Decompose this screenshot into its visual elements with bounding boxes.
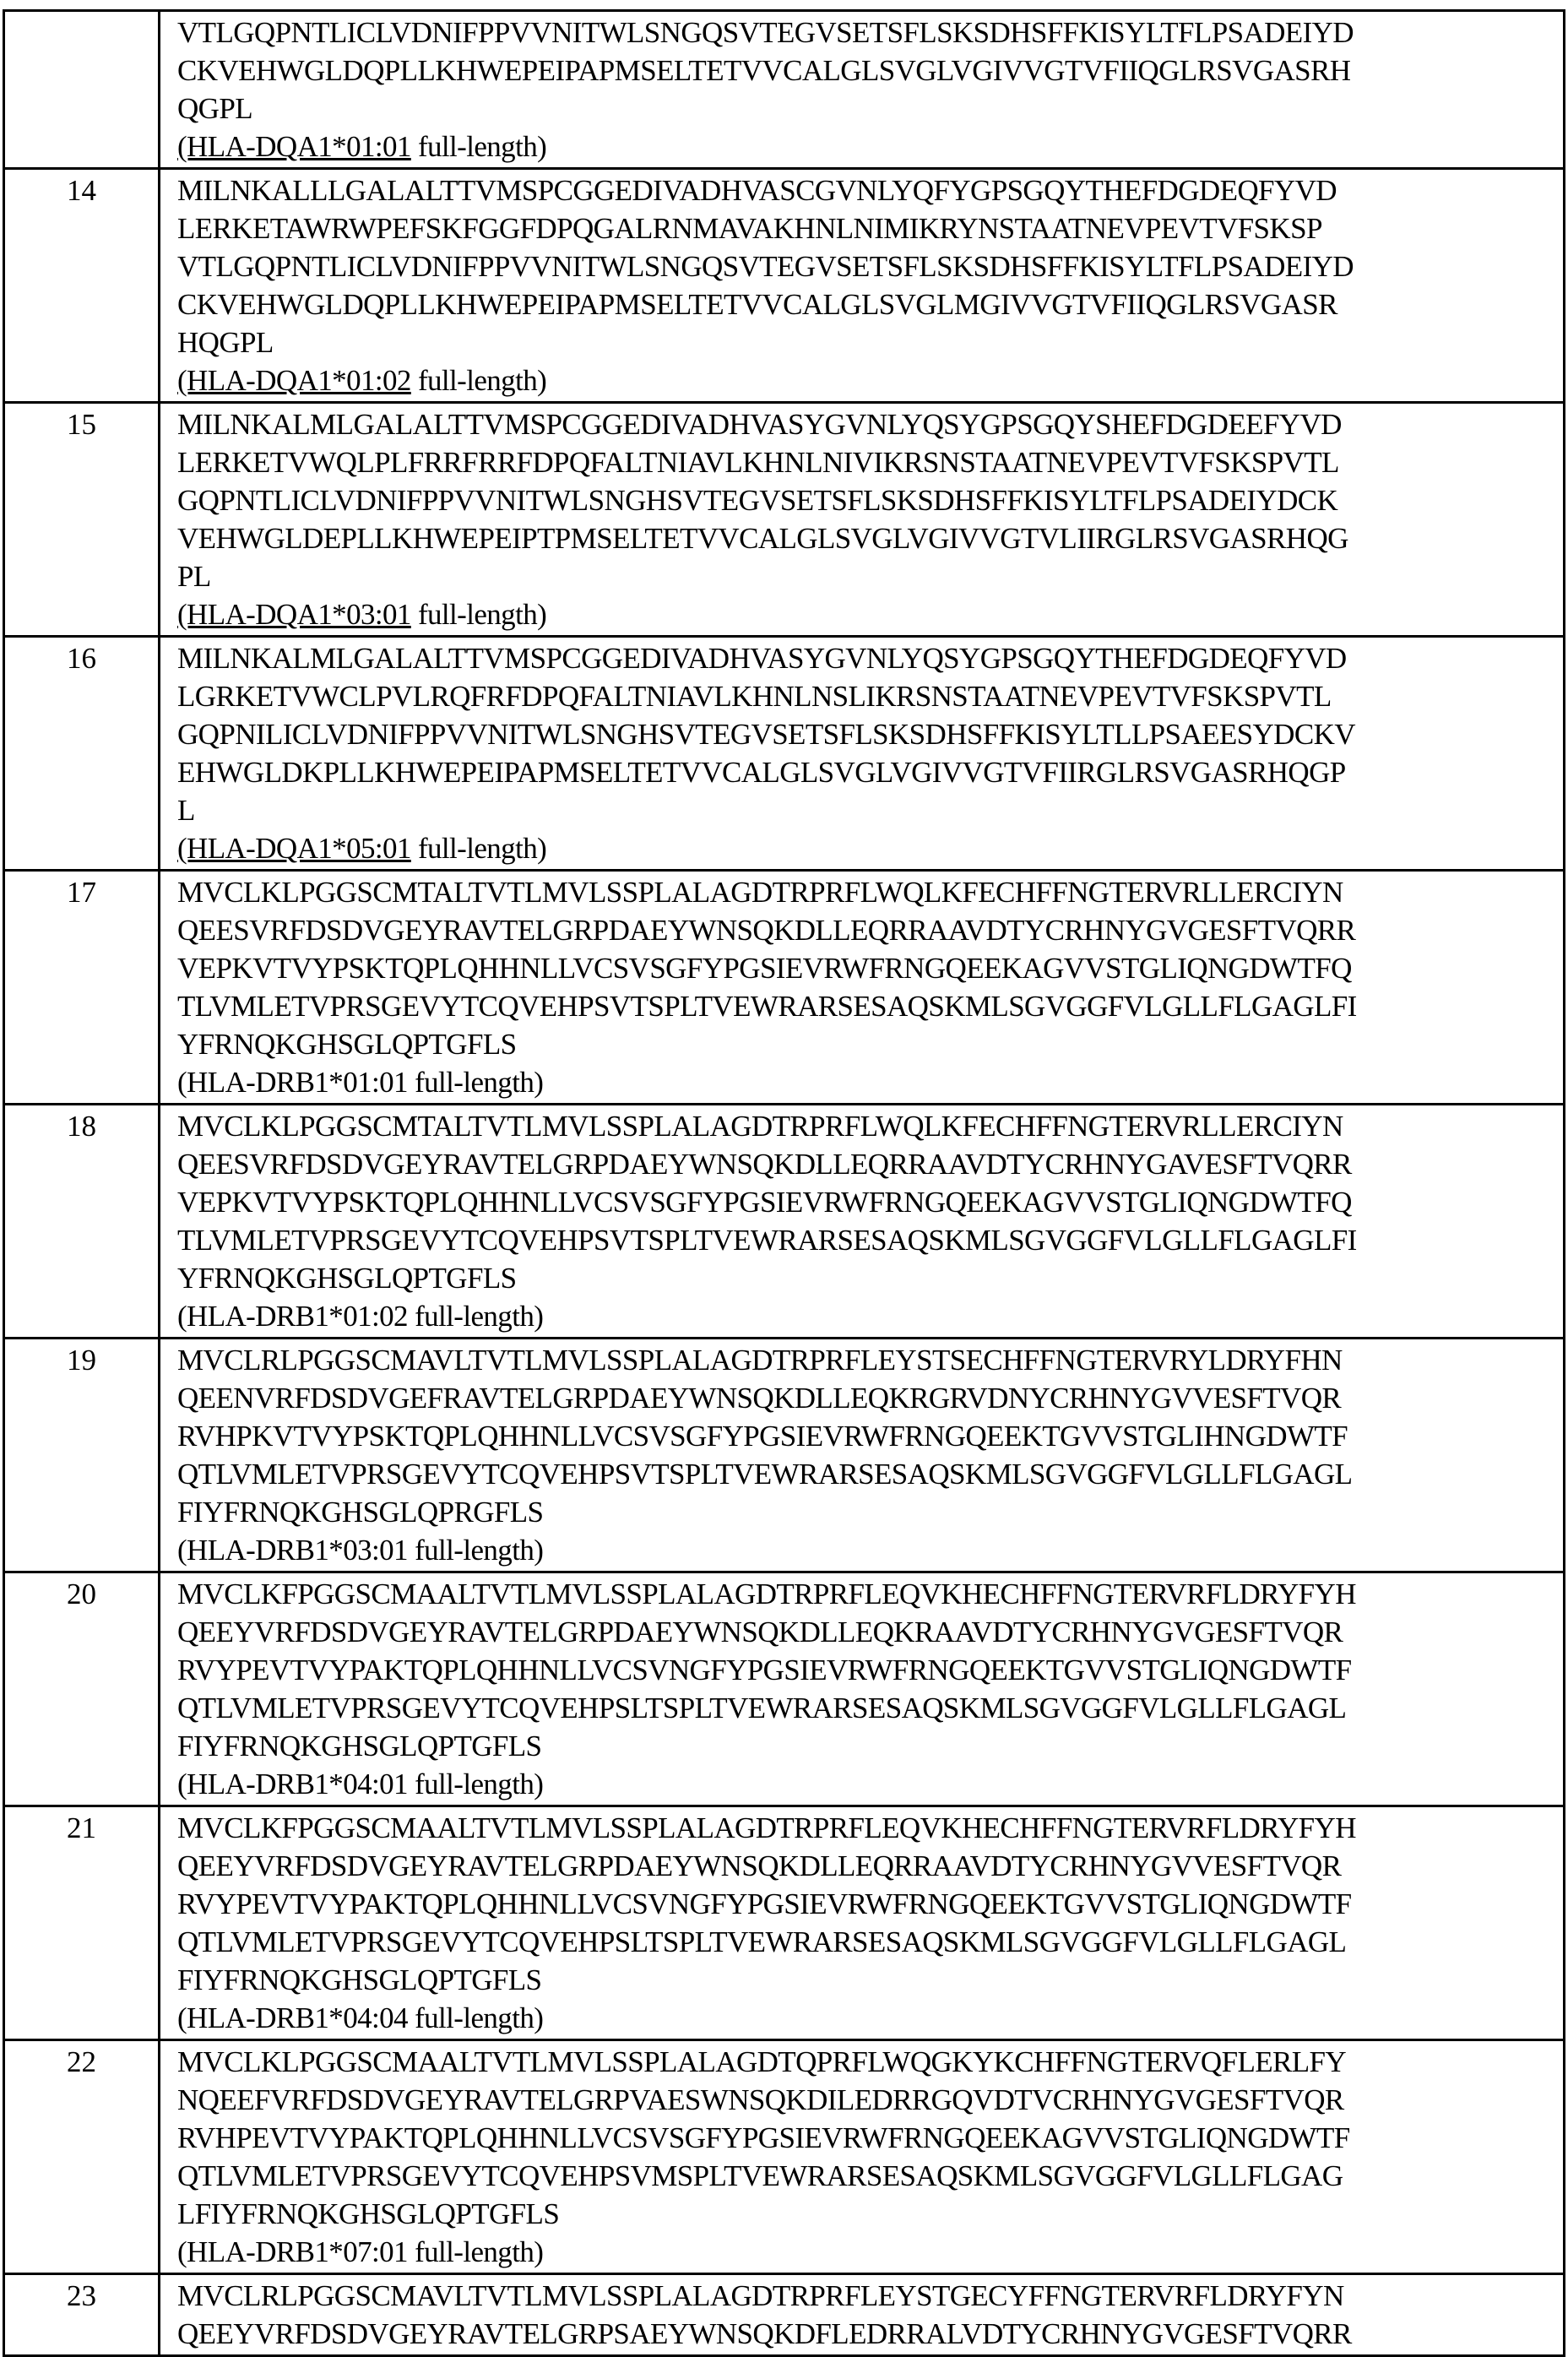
allele-name: (HLA-DRB1*01:02 (177, 1300, 408, 1333)
sequence-line: QTLVMLETVPRSGEVYTCQVEHPSVMSPLTVEWRARSESAQSKMLSGVGGFVLGLLFLGAG (177, 2157, 1554, 2195)
sequence-line: MVCLKFPGGSCMAALTVTLMVLSSPLALAGDTRPRFLEQVKHECHFFNGTERVRFLDRYFYH (177, 1575, 1554, 1613)
allele-name: (HLA-DQA1*05:01 (177, 832, 411, 865)
sequence-line: FIYFRNQKGHSGLQPRGFLS (177, 1493, 1554, 1531)
sequence-line: HQGPL (177, 323, 1554, 361)
allele-caption (177, 1765, 1554, 1803)
sequence-line: L (177, 791, 1554, 829)
sequence-line: QEEYVRFDSDVGEYRAVTELGRPSAEYWNSQKDFLEDRRALVDTYCRHNYGVGESFTVQRR (177, 2315, 1554, 2353)
sequence-cell (160, 11, 1565, 169)
sequence-cell (160, 169, 1565, 403)
sequence-line: GQPNILICLVDNIFPPVVNITWLSNGHSVTEGVSETSFLSKSDHSFFKISYLTLLPSAEESYDCKV (177, 715, 1554, 753)
sequence-line: QTLVMLETVPRSGEVYTCQVEHPSVTSPLTVEWRARSESAQSKMLSGVGGFVLGLLFLGAGL (177, 1455, 1554, 1493)
allele-caption (177, 2233, 1554, 2271)
sequence-line: VEPKVTVYPSKTQPLQHHNLLVCSVSGFYPGSIEVRWFRNGQEEKAGVVSTGLIQNGDWTFQ (177, 949, 1554, 987)
seq-id-number: 15 (4, 403, 160, 637)
allele-name: (HLA-DRB1*07:01 (177, 2235, 408, 2268)
sequence-line: MVCLKFPGGSCMAALTVTLMVLSSPLALAGDTRPRFLEQVKHECHFFNGTERVRFLDRYFYH (177, 1809, 1554, 1847)
table-row (4, 637, 1565, 871)
sequence-line: YFRNQKGHSGLQPTGFLS (177, 1025, 1554, 1063)
allele-name: (HLA-DRB1*03:01 (177, 1534, 408, 1567)
sequence-line: YFRNQKGHSGLQPTGFLS (177, 1259, 1554, 1297)
table-row (4, 1105, 1565, 1339)
allele-suffix: full-length) (408, 1300, 543, 1333)
seq-id-number: 17 (4, 871, 160, 1105)
allele-name: (HLA-DRB1*04:04 (177, 2001, 408, 2034)
sequence-line: MVCLKLPGGSCMTALTVTLMVLSSPLALAGDTRPRFLWQLKFECHFFNGTERVRLLERCIYN (177, 873, 1554, 911)
seq-id-number: 19 (4, 1339, 160, 1572)
sequence-cell (160, 871, 1565, 1105)
sequence-line: CKVEHWGLDQPLLKHWEPEIPAPMSELTETVVCALGLSVGLVGIVVGTVFIIQGLRSVGASRH (177, 52, 1554, 90)
sequence-line: QTLVMLETVPRSGEVYTCQVEHPSLTSPLTVEWRARSESAQSKMLSGVGGFVLGLLFLGAGL (177, 1923, 1554, 1961)
sequence-cell (160, 1806, 1565, 2040)
sequence-line: RVHPKVTVYPSKTQPLQHHNLLVCSVSGFYPGSIEVRWFRNGQEEKTGVVSTGLIHNGDWTF (177, 1417, 1554, 1455)
sequence-cell (160, 1572, 1565, 1806)
seq-id-number: 16 (4, 637, 160, 871)
allele-caption (177, 829, 1554, 867)
sequence-table-body (4, 11, 1565, 2356)
allele-caption (177, 1297, 1554, 1335)
sequence-line: MVCLRLPGGSCMAVLTVTLMVLSSPLALAGDTRPRFLEYSTGECYFFNGTERVRFLDRYFYN (177, 2277, 1554, 2315)
table-row (4, 1806, 1565, 2040)
table-row (4, 871, 1565, 1105)
sequence-line: PL (177, 557, 1554, 595)
allele-caption (177, 1063, 1554, 1101)
sequence-line: MILNKALMLGALALTTVMSPCGGEDIVADHVASYGVNLYQSYGPSGQYSHEFDGDEEFYVD (177, 405, 1554, 443)
allele-suffix: full-length) (408, 2235, 543, 2268)
sequence-line: VTLGQPNTLICLVDNIFPPVVNITWLSNGQSVTEGVSETSFLSKSDHSFFKISYLTFLPSADEIYD (177, 14, 1554, 52)
sequence-line: NQEEFVRFDSDVGEYRAVTELGRPVAESWNSQKDILEDRRGQVDTVCRHNYGVGESFTVQR (177, 2081, 1554, 2119)
sequence-line: LGRKETVWCLPVLRQFRFDPQFALTNIAVLKHNLNSLIKRSNSTAATNEVPEVTVFSKSPVTL (177, 677, 1554, 715)
seq-id-number: 22 (4, 2040, 160, 2274)
sequence-line: LERKETAWRWPEFSKFGGFDPQGALRNMAVAKHNLNIMIKRYNSTAATNEVPEVTVFSKSP (177, 209, 1554, 247)
sequence-line: LFIYFRNQKGHSGLQPTGFLS (177, 2195, 1554, 2233)
allele-name: (HLA-DRB1*04:01 (177, 1768, 408, 1800)
allele-suffix: full-length) (408, 2001, 543, 2034)
table-row (4, 1572, 1565, 1806)
sequence-line: CKVEHWGLDQPLLKHWEPEIPAPMSELTETVVCALGLSVGLMGIVVGTVFIIQGLRSVGASR (177, 285, 1554, 323)
sequence-line: QEENVRFDSDVGEFRAVTELGRPDAEYWNSQKDLLEQKRGRVDNYCRHNYGVVESFTVQR (177, 1379, 1554, 1417)
sequence-line: QEEYVRFDSDVGEYRAVTELGRPDAEYWNSQKDLLEQKRAAVDTYCRHNYGVGESFTVQR (177, 1613, 1554, 1651)
seq-id-number: 18 (4, 1105, 160, 1339)
allele-suffix: full-length) (408, 1066, 543, 1099)
sequence-line: RVHPEVTVYPAKTQPLQHHNLLVCSVSGFYPGSIEVRWFRNGQEEKAGVVSTGLIQNGDWTF (177, 2119, 1554, 2157)
sequence-line: TLVMLETVPRSGEVYTCQVEHPSVTSPLTVEWRARSESAQSKMLSGVGGFVLGLLFLGAGLFI (177, 987, 1554, 1025)
sequence-line: QTLVMLETVPRSGEVYTCQVEHPSLTSPLTVEWRARSESAQSKMLSGVGGFVLGLLFLGAGL (177, 1689, 1554, 1727)
table-row (4, 2040, 1565, 2274)
allele-name: (HLA-DQA1*01:02 (177, 364, 411, 397)
table-row (4, 403, 1565, 637)
seq-id-number (4, 11, 160, 169)
table-row (4, 2274, 1565, 2356)
sequence-table (3, 9, 1565, 2357)
allele-suffix: full-length) (408, 1534, 543, 1567)
allele-name: (HLA-DRB1*01:01 (177, 1066, 408, 1099)
allele-name: (HLA-DQA1*01:01 (177, 130, 411, 163)
sequence-line: VEHWGLDEPLLKHWEPEIPTPMSELTETVVCALGLSVGLVGIVVGTVLIIRGLRSVGASRHQG (177, 519, 1554, 557)
sequence-line: FIYFRNQKGHSGLQPTGFLS (177, 1727, 1554, 1765)
sequence-line: QEESVRFDSDVGEYRAVTELGRPDAEYWNSQKDLLEQRRAAVDTYCRHNYGVGESFTVQRR (177, 911, 1554, 949)
allele-suffix: full-length) (408, 1768, 543, 1800)
allele-name: (HLA-DQA1*03:01 (177, 598, 411, 631)
seq-id-number: 23 (4, 2274, 160, 2356)
sequence-line: QGPL (177, 90, 1554, 128)
table-row (4, 169, 1565, 403)
allele-suffix: full-length) (411, 832, 546, 865)
sequence-line: QEESVRFDSDVGEYRAVTELGRPDAEYWNSQKDLLEQRRAAVDTYCRHNYGAVESFTVQRR (177, 1145, 1554, 1183)
sequence-cell (160, 2274, 1565, 2356)
sequence-line: VEPKVTVYPSKTQPLQHHNLLVCSVSGFYPGSIEVRWFRNGQEEKAGVVSTGLIQNGDWTFQ (177, 1183, 1554, 1221)
sequence-line: RVYPEVTVYPAKTQPLQHHNLLVCSVNGFYPGSIEVRWFRNGQEEKTGVVSTGLIQNGDWTF (177, 1651, 1554, 1689)
sequence-cell (160, 1105, 1565, 1339)
sequence-cell (160, 2040, 1565, 2274)
seq-id-number: 21 (4, 1806, 160, 2040)
sequence-line: LERKETVWQLPLFRRFRRFDPQFALTNIAVLKHNLNIVIKRSNSTAATNEVPEVTVFSKSPVTL (177, 443, 1554, 481)
allele-caption (177, 595, 1554, 633)
table-row (4, 11, 1565, 169)
sequence-line: MVCLKLPGGSCMAALTVTLMVLSSPLALAGDTQPRFLWQGKYKCHFFNGTERVQFLERLFY (177, 2043, 1554, 2081)
allele-suffix: full-length) (411, 364, 546, 397)
sequence-line: TLVMLETVPRSGEVYTCQVEHPSVTSPLTVEWRARSESAQSKMLSGVGGFVLGLLFLGAGLFI (177, 1221, 1554, 1259)
seq-id-number: 20 (4, 1572, 160, 1806)
sequence-line: MILNKALLLGALALTTVMSPCGGEDIVADHVASCGVNLYQFYGPSGQYTHEFDGDEQFYVD (177, 171, 1554, 209)
sequence-line: QEEYVRFDSDVGEYRAVTELGRPDAEYWNSQKDLLEQRRAAVDTYCRHNYGVVESFTVQR (177, 1847, 1554, 1885)
allele-caption (177, 128, 1554, 166)
allele-suffix: full-length) (411, 598, 546, 631)
table-row (4, 1339, 1565, 1572)
sequence-line: VTLGQPNTLICLVDNIFPPVVNITWLSNGQSVTEGVSETSFLSKSDHSFFKISYLTFLPSADEIYD (177, 247, 1554, 285)
sequence-line: FIYFRNQKGHSGLQPTGFLS (177, 1961, 1554, 1999)
sequence-line: RVYPEVTVYPAKTQPLQHHNLLVCSVNGFYPGSIEVRWFRNGQEEKTGVVSTGLIQNGDWTF (177, 1885, 1554, 1923)
sequence-cell (160, 637, 1565, 871)
sequence-line: MILNKALMLGALALTTVMSPCGGEDIVADHVASYGVNLYQSYGPSGQYTHEFDGDEQFYVD (177, 639, 1554, 677)
sequence-cell (160, 1339, 1565, 1572)
seq-id-number: 14 (4, 169, 160, 403)
allele-caption (177, 1531, 1554, 1569)
allele-caption (177, 361, 1554, 399)
sequence-line: MVCLRLPGGSCMAVLTVTLMVLSSPLALAGDTRPRFLEYSTSECHFFNGTERVRYLDRYFHN (177, 1341, 1554, 1379)
allele-suffix: full-length) (411, 130, 546, 163)
allele-caption (177, 1999, 1554, 2037)
sequence-line: MVCLKLPGGSCMTALTVTLMVLSSPLALAGDTRPRFLWQLKFECHFFNGTERVRLLERCIYN (177, 1107, 1554, 1145)
sequence-cell (160, 403, 1565, 637)
sequence-line: EHWGLDKPLLKHWEPEIPAPMSELTETVVCALGLSVGLVGIVVGTVFIIRGLRSVGASRHQGP (177, 753, 1554, 791)
sequence-line: GQPNTLICLVDNIFPPVVNITWLSNGHSVTEGVSETSFLSKSDHSFFKISYLTFLPSADEIYDCK (177, 481, 1554, 519)
